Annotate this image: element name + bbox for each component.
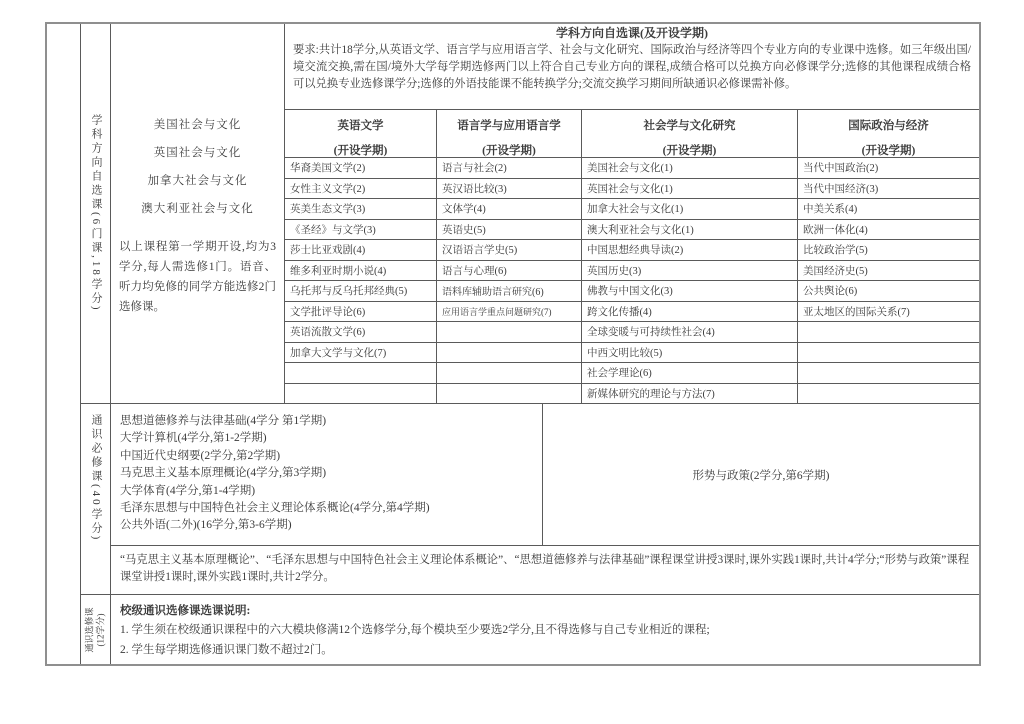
column-name: 国际政治与经济 (848, 120, 929, 132)
direction-course-table (285, 24, 979, 403)
column-cells (437, 158, 581, 403)
column-header-politics-economy (798, 110, 979, 158)
course-cell (437, 383, 581, 404)
section-general-required (111, 404, 979, 546)
required-course: 思想道德修养与法律基础(4学分 第1学期) (120, 415, 327, 427)
required-course: 中国近代史纲要(2学分,第2学期) (120, 449, 281, 462)
course-cell (798, 362, 979, 383)
direction-group-course: 澳大利亚社会与文化 (141, 202, 254, 215)
direction-group-cell (111, 24, 285, 403)
column-cells (798, 158, 979, 403)
course-cell: 英语流散文学(6) (285, 321, 436, 342)
course-cell: 比较政治学(5) (798, 239, 979, 260)
course-cell (798, 321, 979, 342)
section-label-cell-elective-direction (81, 24, 110, 404)
column-linguistics (436, 110, 581, 403)
section-label-general-elective (85, 607, 107, 652)
course-cell: 跨文化传播(4) (582, 301, 797, 322)
column-name: 语言学与应用语言学 (457, 120, 561, 132)
course-cell: 乌托邦与反乌托邦经典(5) (285, 280, 436, 301)
direction-group-course: 加拿大社会与文化 (147, 174, 248, 187)
column-header-english-literature (285, 110, 436, 158)
course-cell (285, 362, 436, 383)
course-cell: 英汉语比较(3) (437, 178, 581, 199)
course-cell: 中西文明比较(5) (582, 342, 797, 363)
course-cell: 当代中国经济(3) (798, 178, 979, 199)
required-courses-note: “马克思主义基本原理概论”、“毛泽东思想与中国特色社会主义理论体系概论”、“思想道德修养与法律基础”课程课堂讲授3课时,课外实践1课时,共计4学分;“形势与政策”课程课堂讲授1课时,课外实践1课时,共计2学分。 (111, 546, 979, 595)
direction-columns (285, 110, 979, 403)
column-semester-label: (开设学期) (482, 145, 536, 157)
column-semester-label: (开设学期) (333, 145, 388, 157)
column-cells (582, 158, 797, 403)
course-cell: 当代中国政治(2) (803, 163, 879, 175)
course-cell: 文体学(4) (437, 198, 581, 219)
direction-group-list (119, 111, 276, 223)
course-cell (437, 321, 581, 342)
table-content (111, 24, 979, 664)
general-elective-title: 校级通识选修课选课说明: (120, 605, 251, 617)
course-cell: 《圣经》与文学(3) (285, 219, 436, 240)
course-cell: 欧洲一体化(4) (798, 219, 979, 240)
direction-table-head (285, 24, 979, 110)
column-english-literature (285, 110, 436, 403)
required-course: 毛泽东思想与中国特色社会主义理论体系概论(4学分,第4学期) (120, 502, 430, 515)
direction-group-course: 英国社会与文化 (153, 146, 242, 159)
course-cell: 美国社会与文化(1) (587, 163, 673, 175)
course-cell: 美国经济史(5) (798, 260, 979, 281)
course-cell: 英国历史(3) (582, 260, 797, 281)
course-cell: 维多利亚时期小说(4) (285, 260, 436, 281)
course-cell (437, 362, 581, 383)
course-cell (285, 383, 436, 404)
required-course-list (111, 404, 543, 545)
course-cell: 新媒体研究的理论与方法(7) (582, 383, 797, 404)
course-cell: 佛教与中国文化(3) (582, 280, 797, 301)
course-cell: 文学批评导论(6) (285, 301, 436, 322)
section-label-elective-direction: 学科方向自选课(6门课,18学分) (90, 114, 102, 313)
course-cell: 英语史(5) (437, 219, 581, 240)
section-label-line1: 通识选修课 (84, 606, 95, 653)
course-cell (798, 383, 979, 404)
situation-policy-course: 形势与政策(2学分,第6学期) (692, 469, 830, 482)
section-label-cell-general-required (81, 404, 110, 595)
section-label-general-required: 通识必修课(40学分) (90, 413, 102, 543)
course-cell: 莎士比亚戏剧(4) (285, 239, 436, 260)
course-cell: 澳大利亚社会与文化(1) (582, 219, 797, 240)
direction-group-note: 以上课程第一学期开设,均为3学分,每人需选修1门。语音、听力均免修的同学方能选修2门选修课。 (119, 240, 276, 313)
general-elective-item: 1. 学生须在校级通识课程中的六大模块修满12个选修学分,每个模块至少要选2学分,且不得选修与自己专业相近的课程; (120, 624, 710, 636)
required-course: 马克思主义基本原理概论(4学分,第3学期) (120, 467, 327, 480)
course-cell: 中国思想经典导读(2) (582, 239, 797, 260)
course-cell: 语言与社会(2) (442, 163, 507, 175)
required-course: 大学计算机(4学分,第1-2学期) (120, 432, 267, 445)
curriculum-table (45, 22, 981, 666)
section-label-cell-general-elective (81, 595, 110, 664)
course-cell: 中美关系(4) (798, 198, 979, 219)
section-general-elective (111, 595, 979, 664)
column-name: 社会学与文化研究 (643, 120, 736, 132)
section-label-column (81, 24, 111, 664)
required-course: 大学体育(4学分,第1-4学期) (120, 484, 256, 497)
course-cell: 加拿大文学与文化(7) (285, 342, 436, 363)
column-society-culture (581, 110, 797, 403)
direction-group-course: 美国社会与文化 (153, 118, 242, 131)
course-cell: 全球变暖与可持续性社会(4) (582, 321, 797, 342)
situation-policy-cell (543, 404, 979, 545)
direction-table-title: 学科方向自选课(及开设学期) (556, 26, 708, 40)
course-cell: 应用语言学重点问题研究(7) (437, 301, 581, 322)
column-header-society-culture (582, 110, 797, 158)
course-cell: 汉语语言学史(5) (437, 239, 581, 260)
general-elective-item: 2. 学生每学期选修通识课门数不超过2门。 (120, 643, 333, 656)
course-cell: 英国社会与文化(1) (582, 178, 797, 199)
course-cell: 华裔美国文学(2) (290, 163, 366, 175)
course-cell: 社会学理论(6) (582, 362, 797, 383)
direction-requirement-text: 要求:共计18学分,从英语文学、语言学与应用语言学、社会与文化研究、国际政治与经济等四个专业方向的专业课中选修。如三年级出国/境交流交换,需在国/境外大学每学期选修两门以上符合自己专业方向的课程,成绩合格可以兑换方向必修课学分;选修的其他课程成绩合格可以兑换专业选修课学分;选修的外语技能课不能转换学分;交流交换学习期间所缺通识必修课需补修。 (293, 44, 971, 90)
column-cells (285, 158, 436, 403)
section-elective-direction (111, 24, 979, 404)
column-header-linguistics (437, 110, 581, 158)
course-cell: 语言与心理(6) (437, 260, 581, 281)
course-cell (437, 342, 581, 363)
course-cell: 亚太地区的国际关系(7) (798, 301, 979, 322)
column-semester-label: (开设学期) (861, 145, 916, 157)
column-semester-label: (开设学期) (662, 145, 717, 157)
course-cell: 英美生态文学(3) (285, 198, 436, 219)
required-course: 公共外语(二外)(16学分,第3-6学期) (120, 519, 292, 532)
section-label-line2: (12学分) (95, 613, 106, 647)
left-margin-column (47, 24, 81, 664)
column-name: 英语文学 (337, 120, 384, 132)
course-cell: 语料库辅助语言研究(6) (437, 280, 581, 301)
general-elective-items (120, 621, 969, 660)
course-cell (798, 342, 979, 363)
course-cell: 加拿大社会与文化(1) (582, 198, 797, 219)
course-cell: 女性主义文学(2) (285, 178, 436, 199)
column-politics-economy (797, 110, 979, 403)
course-cell: 公共舆论(6) (798, 280, 979, 301)
